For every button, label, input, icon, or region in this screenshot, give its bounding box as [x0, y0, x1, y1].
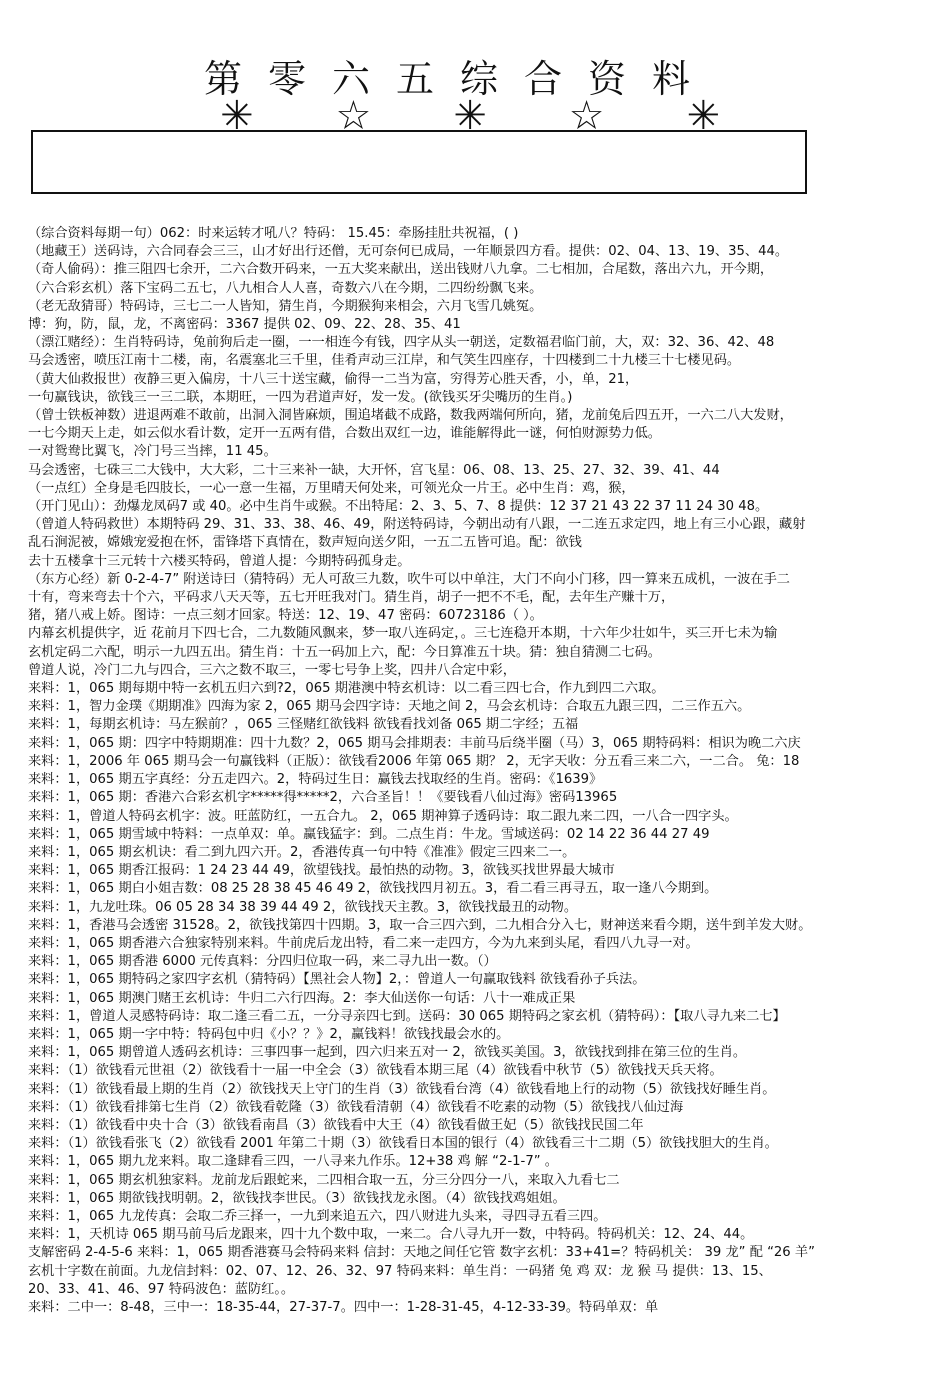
text-line: 来料：1，智力金璞《期期准》四海为家 2，065 期马会四字诗：天地之间 2，马会玄机诗：合取五九跟三四，二三作五六。: [28, 699, 751, 715]
text-line: （一点红）全身是毛四肢长，一心一意一生福，万里晴天何处来，可领光众一片王。必中生肖：鸡，猴，: [28, 480, 635, 496]
text-line: （奇人偷码）：推三阻四七余开，二六合数开码来，一五大奖来献出，送出钱财八九拿。二七相加，合尾数，落出六九，开今期，: [28, 262, 774, 278]
text-line: 来料：（1）欲钱看张飞（2）欲钱看 2001 年第二十期（3）欲钱看日本国的银行（4）欲钱看三十二期（5）欲钱找胆大的生肖。: [28, 1136, 778, 1152]
star-icon: ☆: [568, 93, 605, 139]
asterisk-icon: ✳: [686, 93, 720, 139]
text-line: 来料：1，065 期玄机诀：看二到九四六开。2，香港传真一句中特《准准》假定三四来二一。: [28, 844, 576, 860]
text-line: 来料：1，065 期香港 6000 元传真料：分四归位取一码，来二寻九出一数。（）: [28, 954, 497, 970]
star-icon: ☆: [335, 93, 372, 139]
text-line: 来料：1，曾道人灵感特码诗：取二逢三看二五，一分寻亲四七到。送码：30 065 期特码之家玄机（猜特码）：【取八寻九来二七】: [28, 1008, 786, 1024]
text-line: 来料：1，065 期五字真经：分五走四六。2，特码过生日：赢钱去找取经的生肖。密码：《1639》: [28, 772, 603, 788]
text-line: （六合彩玄机）落下宝码二五七，八九相合人人喜，奇数六八在今期，二四纷纷飘飞来。: [28, 280, 543, 296]
text-line: （黄大仙救报世）夜静三更入偏房，十八三十送宝藏，偷得一二当为富，穷得芳心胜天香，小，单，21，: [28, 371, 639, 387]
text-line: 来料：1，天机诗 065 期马前马后龙跟来，四十九个数中取，一来二。合八寻九开一数，中特码。特码机关：12、24、44。: [28, 1227, 754, 1243]
text-line: （曾士铁板神数）进退两难不敢前，出洞入洞皆麻烦，围追堵截不成路，数我两端何所向，猪，龙前兔后四五开，一六二八大发财，: [28, 408, 793, 424]
text-line: 支解密码 2-4-5-6 来料：1，065 期香港赛马会特码来料 信封：天地之间任它管 数字玄机：33+41=？特码机关： 39 龙” 配 “26 羊”: [28, 1245, 815, 1261]
text-line: 马会透密，七硃三二大钱中，大大彩，二十三来补一缺，大开怀，宫飞星：06、08、13、25、27、32、39、41、44: [28, 462, 720, 478]
text-line: 20、33、41、46、97 特码波色：蓝防红。。: [28, 1281, 295, 1297]
text-line: 来料：1，065 期香江报码：1 24 23 44 49，欲望钱找。最怕热的动物。3，欲钱买找世界最大城市: [28, 863, 615, 879]
text-line: 来料：1，曾道人特码玄机字：波。旺蓝防红，一五合九。 2，065 期神算子透码诗：取二跟九来二四，一八合一四字头。: [28, 808, 738, 824]
text-line: 猪，猪八戒上娇。图诗：一点三刻才回家。特送：12、19、47 密码：60723186（ ）。: [28, 608, 543, 624]
text-line: 来料：1，065 期香港六合独家特别来料。牛前虎后龙出特，看二来一走四方，今为九来到头尾，看四八九寻一对。: [28, 935, 699, 951]
page-title: 第零六五综合资料: [203, 57, 716, 101]
text-line: 一七今期天上走，如云似水看计数，定开一五两有借，合数出双红一边，谁能解得此一谜，何怕财源势力低。: [28, 426, 661, 442]
text-line: 去十五楼拿十三元转十六楼买特码，曾道人提：今期特码孤身走。: [28, 553, 411, 569]
text-line: （综合资料每期一句）062：时来运转才吼八？特码： 15.45：牵肠挂肚共祝福，( ): [28, 226, 519, 241]
text-line: 来料：1，2006 年 065 期马会一句赢钱料（正版）：欲钱看2006 年第 065 期？ 2，无字天收：分五看三来二六，一二合。 兔：18: [28, 753, 800, 769]
text-line: 乱石涧泥被，嫦娥宠爱抱在怀，雷锋塔下真情在，数声短向送夕阳，一五二五皆可追。配：欲钱: [28, 535, 582, 551]
text-line: 来料：（1）欲钱看元世祖（2）欲钱看十一届一中全会（3）欲钱看本期三尾（4）欲钱看中秋节（5）欲钱找天兵天将。: [28, 1063, 723, 1079]
text-line: （地藏王）送码诗，六合同春会三三，山才好出行还僧，无可奈何已成局，一年顺景四方看。提供：02、04、13、19、35、44。: [28, 244, 789, 260]
text-line: 内幕玄机提供字，近 花前月下四七合，二九数随风飘来，梦一取八连码定，。三七连稳开本期，十六年少壮如牛，买三开七未为输: [28, 626, 778, 642]
text-line: 来料：二中一：8-48，三中一：18-35-44，27-37-7。四中一：1-28-31-45，4-12-33-39。特码单双：单: [28, 1299, 659, 1315]
text-line: 来料：1，065 期雪域中特料：一点单双：单。赢钱猛字：到。二点生肖：牛龙。雪域送码：02 14 22 36 44 27 49: [28, 826, 710, 842]
text-line: 来料：（1）欲钱看最上期的生肖（2）欲钱找天上守门的生肖（3）欲钱看台湾（4）欲钱看地上行的动物（5）欲钱找好睡生肖。: [28, 1081, 776, 1097]
text-line: 来料：1，065 期一字中特：特码包中归《小？？》2，赢钱料！欲钱找最会水的。: [28, 1026, 510, 1042]
text-line: 来料：1，065 期每期中特一玄机五归六到?2，065 期港澳中特玄机诗：以二看三四七合，作九到四二六取。: [28, 681, 665, 697]
text-line: 一对鸳鸯比翼飞，冷门号三当摔，11 45。: [28, 444, 277, 460]
text-line: （开门见山）：劲爆龙凤码7 或 40。必中生肖牛或猴。不出特尾：2、3、5、7、8 提供：12 37 21 43 22 37 11 24 30 48。: [28, 499, 769, 515]
text-line: 十有，弯来弯去十个六，平码求八天天等，五七开旺我对门。猜生肖，胡子一把不不毛，配，去年生产赚十万，: [28, 590, 675, 606]
text-line: 来料：1，065 期白小姐吉数：08 25 28 38 45 46 49 2，欲钱找四月初五。3，看二看三再寻五，取一逢八今期到。: [28, 881, 718, 897]
document-body: [28, 225, 918, 1317]
text-line: 玄机十字数在前面。九龙信封料：02、07、12、26、32、97 特码来料：单生肖：一码猪 兔 鸡 双：龙 猴 马 提供：13、15、: [28, 1263, 772, 1279]
text-line: 来料：1，065 期澳门赌王玄机诗：牛归二六行四海。2：李大仙送你一句话：八十一难成正果: [28, 990, 576, 1006]
text-line: （老无敌猜哥）特码诗，三七二一人皆知，猜生肖，今期猴狗来相会，六月飞雪几姚冤。: [28, 298, 543, 314]
text-line: 曾道人说，冷门二九与四合，三六之数不取三，一零七号争上奖，四井八合定中彩，: [28, 662, 516, 678]
blank-header-box: [31, 130, 807, 194]
text-line: 来料：1，065 九龙传真：会取二乔三择一，一九到来追五六，四八财进九头来，寻四寻五看三四。: [28, 1208, 607, 1224]
text-line: 来料：1，065 期欲钱找明朝。2，欲钱找李世民。（3）欲钱找龙永图。（4）欲钱找鸡姐姐。: [28, 1190, 566, 1206]
text-line: 来料：1，065 期玄机独家料。龙前龙后跟蛇来，二四相合取一五，分三分四分一八，来取入九看七二: [28, 1172, 620, 1188]
text-line: （曾道人特码救世）本期特码 29、31、33、38、46、49，附送特码诗，今朝出动有八跟，一二连五求定四，地上有三小心跟，藏射: [28, 517, 806, 533]
asterisk-icon: ✳: [453, 93, 487, 139]
text-line: 来料：1，065 期：香港六合彩玄机字*****得*****2，六合圣旨！！《要钱看八仙过海》密码13965: [28, 790, 618, 806]
text-line: 来料：1，065 期九龙来料。取二逢肆看三四，一八寻来九作乐。12+38 鸡 解 “2-1-7” 。: [28, 1154, 558, 1170]
text-line: 来料：（1）欲钱看排第七生肖（2）欲钱看乾隆（3）欲钱看清朝（4）欲钱看不吃素的动物（5）欲钱找八仙过海: [28, 1099, 684, 1115]
text-line: （漂江赌经）：生肖特码诗，兔前狗后走一圈，一一相连今有钱，四字从头一朝送，定数福君临门前，大，双：32、36、42、48: [28, 335, 775, 351]
text-line: 来料：1，065 期：四字中特期期准：四十九数？2，065 期马会排期表：丰前马后绕半圈（马）3，065 期特码料：相识为晚二六庆: [28, 735, 801, 751]
text-line: 博：狗，防，鼠，龙，不离密码：3367 提供 02、09、22、28、35、41: [28, 317, 461, 333]
text-line: 玄机定码二六配，明示一九四五出。猜生肖：十五一码加上六，配：今日算准五十块。猜：独自猜测二七码。: [28, 644, 661, 660]
text-line: 来料：（1）欲钱看中央十合（3）欲钱看南昌（3）欲钱看中大王（4）欲钱看做王妃（5）欲钱找民国二年: [28, 1117, 644, 1133]
text-line: 来料：1，每期玄机诗：马左猴前？，065 三怪赌红欲钱料 欲钱看找刘备 065 期二字经；五福: [28, 717, 579, 733]
text-line: 来料：1，九龙吐珠。06 05 28 34 38 39 44 49 2，欲钱找天主教。3，欲钱找最丑的动物。: [28, 899, 578, 915]
text-line: 马会透密，喷压江南十二楼，南，名震塞北三千里，佳肴声动三江岸，和气笑生四座存，十四楼到二十九楼三十七楼见码。: [28, 353, 741, 369]
text-line: 来料：1，香港马会透密 31528。2，欲钱找第四十四期。3，取一合三四六到，二九相合分入七，财神送来看今期，送牛到羊发大财。: [28, 917, 812, 933]
text-line: 来料：1，065 期特码之家四字玄机（猜特码）【黑社会人物】2，：曾道人一句赢取钱料 欲钱看孙子兵法。: [28, 972, 646, 988]
text-line: （东方心经）新 0-2-4-7” 附送诗曰（猜特码）无人可敌三九数，吹牛可以中单注，大门不向小门移，四一算来五成机，一波在手二: [28, 571, 790, 587]
asterisk-icon: ✳: [220, 93, 254, 139]
text-line: 来料：1，065 期曾道人透码玄机诗：三事四事一起到，四六归来五对一 2，欲钱买美国。3，欲钱找到排在第三位的生肖。: [28, 1045, 747, 1061]
text-line: 一句赢钱诀，欲钱三一三二联，本期旺，一四为君道声好，发一发。(欲钱买牙尖嘴历的生肖。): [28, 389, 573, 405]
